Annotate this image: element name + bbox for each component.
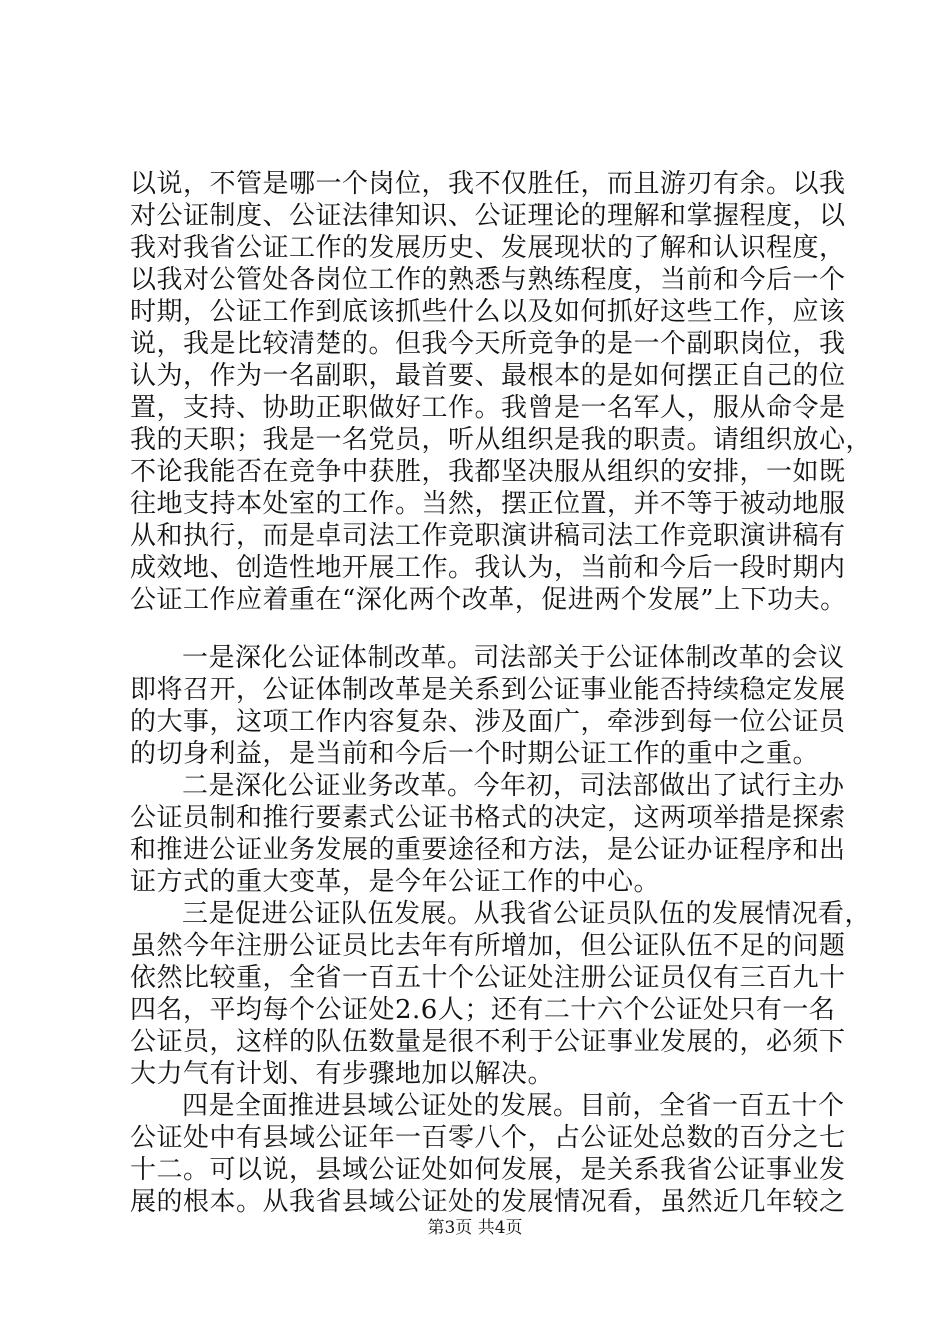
text-line: 三是促进公证队伍发展。从我省公证员队伍的发展情况看， [182, 899, 872, 929]
text-line: 四名，平均每个公证处2.6人；还有二十六个公证处只有一名 [130, 995, 836, 1025]
text-line: 说，我是比较清楚的。但我今天所竞争的是一个副职岗位，我 [130, 329, 846, 359]
paragraph-gap [130, 616, 830, 642]
text-line: 成效地、创造性地开展工作。我认为，当前和今后一段时期内 [130, 553, 846, 583]
text-line: 一是深化公证体制改革。司法部关于公证体制改革的会议 [182, 643, 845, 673]
paragraph-4 [130, 898, 872, 1090]
text-line: 公证工作应着重在“深化两个改革，促进两个发展”上下功夫。 [130, 585, 847, 615]
document-body [130, 168, 873, 1218]
page-number-label: 第3页 共4页 [427, 1218, 523, 1238]
text-line: 公证员，这样的队伍数量是很不利于公证事业发展的，必须下 [130, 1027, 846, 1057]
paragraph-2 [130, 642, 846, 770]
text-line: 四是全面推进县域公证处的发展。目前，全省一百五十个 [182, 1091, 845, 1121]
text-line: 二是深化公证业务改革。今年初，司法部做出了试行主办 [182, 771, 845, 801]
page-footer [0, 1217, 950, 1239]
text-line: 的大事，这项工作内容复杂、涉及面广，牵涉到每一位公证员 [130, 707, 846, 737]
text-line: 虽然今年注册公证员比去年有所增加，但公证队伍不足的问题 [130, 931, 846, 961]
text-line: 展的根本。从我省县域公证处的发展情况看，虽然近几年较之 [130, 1187, 846, 1217]
text-line: 从和执行，而是卓司法工作竞职演讲稿司法工作竞职演讲稿有 [130, 521, 846, 551]
text-line: 以说，不管是哪一个岗位，我不仅胜任，而且游刃有余。以我 [130, 169, 846, 199]
text-line: 公证员制和推行要素式公证书格式的决定，这两项举措是探索 [130, 803, 846, 833]
text-line: 往地支持本处室的工作。当然，摆正位置，并不等于被动地服 [130, 489, 846, 519]
paragraph-1 [130, 168, 873, 616]
text-line: 的切身利益，是当前和今后一个时期公证工作的重中之重。 [130, 739, 820, 769]
text-line: 置，支持、协助正职做好工作。我曾是一名军人，服从命令是 [130, 393, 846, 423]
text-line: 对公证制度、公证法律知识、公证理论的理解和掌握程度，以 [130, 201, 846, 231]
text-line: 和推进公证业务发展的重要途径和方法，是公证办证程序和出 [130, 835, 846, 865]
text-line: 大力气有计划、有步骤地加以解决。 [130, 1059, 555, 1089]
text-line: 即将召开，公证体制改革是关系到公证事业能否持续稳定发展 [130, 675, 846, 705]
text-line: 以我对公管处各岗位工作的熟悉与熟练程度，当前和今后一个 [130, 265, 846, 295]
text-line: 认为，作为一名副职，最首要、最根本的是如何摆正自己的位 [130, 361, 846, 391]
text-line: 我的天职；我是一名党员，听从组织是我的职责。请组织放心， [130, 425, 873, 455]
paragraph-5 [130, 1090, 846, 1218]
paragraph-3 [130, 770, 846, 898]
text-line: 公证处中有县域公证年一百零八个，占公证处总数的百分之七 [130, 1123, 846, 1153]
text-line: 时期，公证工作到底该抓些什么以及如何抓好这些工作，应该 [130, 297, 846, 327]
text-line: 不论我能否在竞争中获胜，我都坚决服从组织的安排，一如既 [130, 457, 846, 487]
text-line: 证方式的重大变革，是今年公证工作的中心。 [130, 867, 661, 897]
text-line: 我对我省公证工作的发展历史、发展现状的了解和认识程度， [130, 233, 846, 263]
text-line: 十二。可以说，县域公证处如何发展，是关系我省公证事业发 [130, 1155, 846, 1185]
text-line: 依然比较重，全省一百五十个公证处注册公证员仅有三百九十 [130, 963, 846, 993]
